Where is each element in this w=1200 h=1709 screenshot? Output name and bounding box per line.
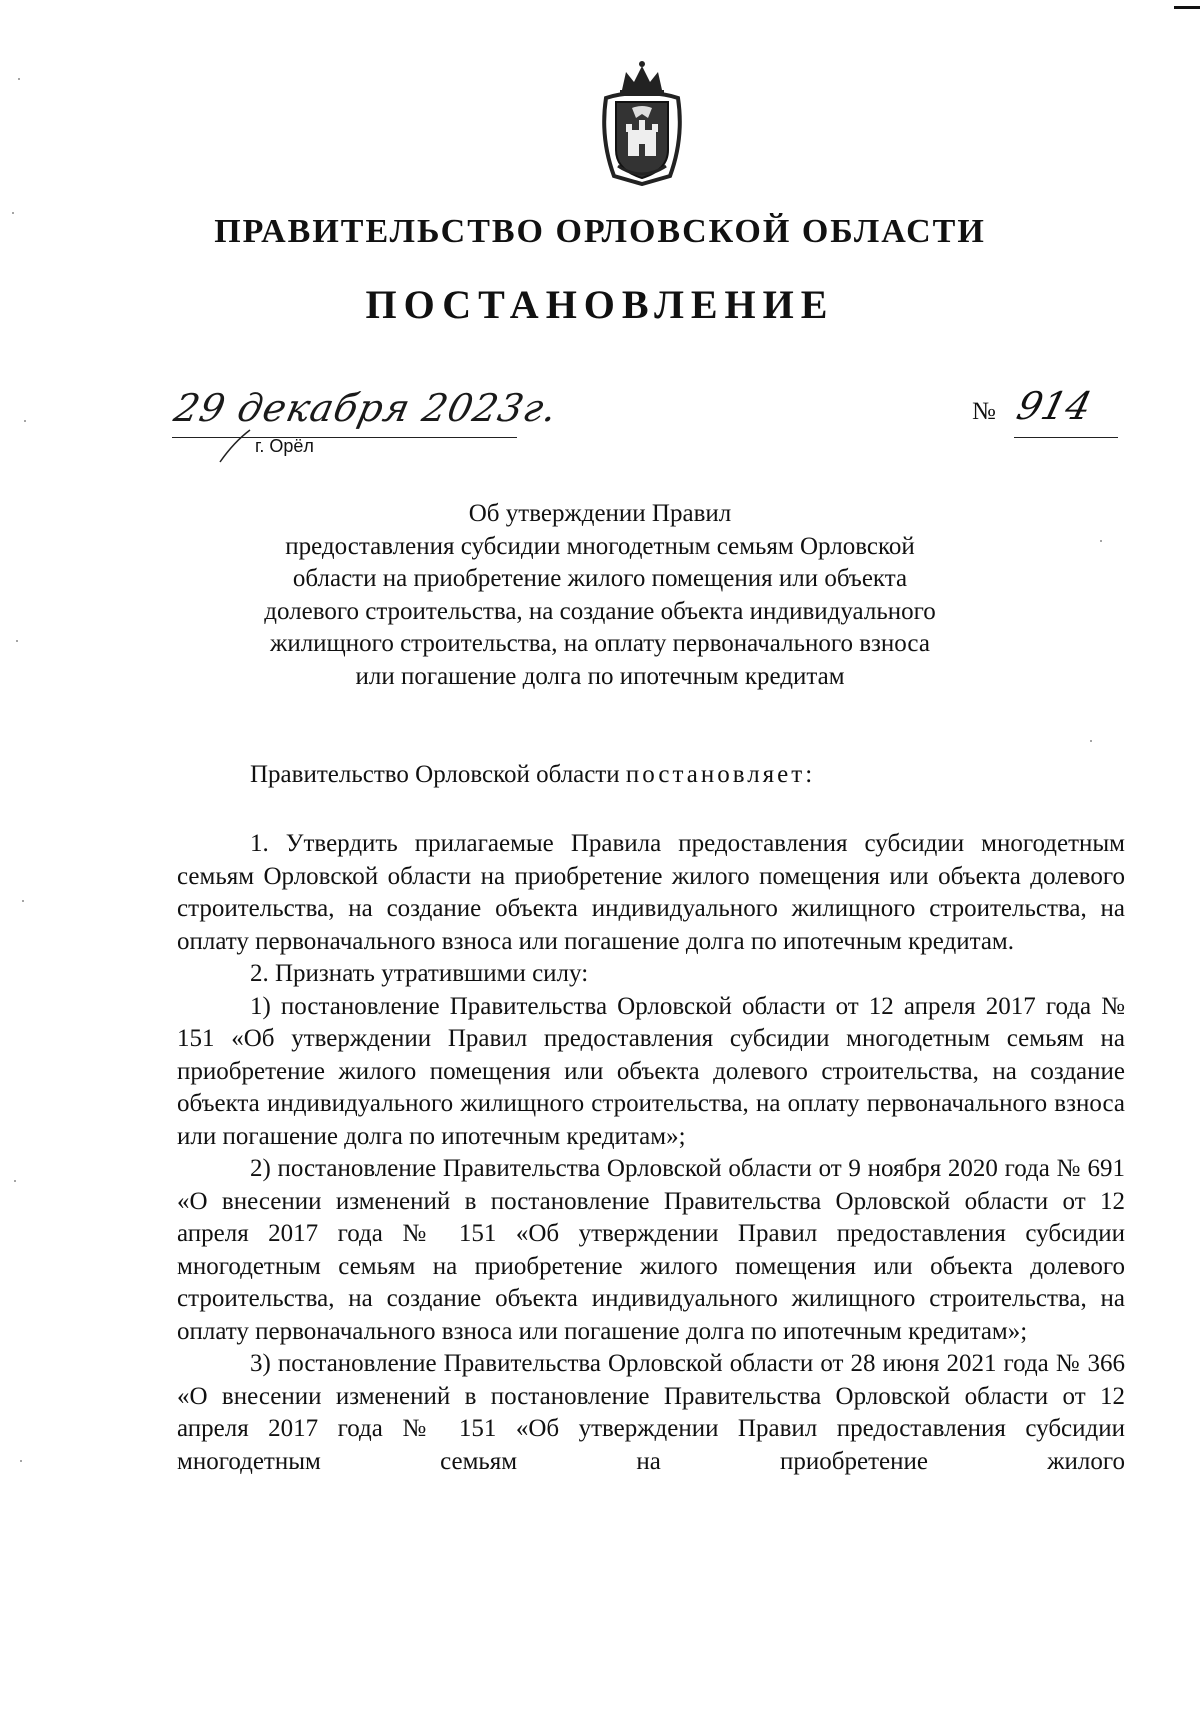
paragraph-subitem-3: 3) постановление Правительства Орловской области от 28 июня 2021 года № 366 «О внесении изменений в постановление Правительства Орловской области от 12 апреля 2017 года № 151 «Об утверждении Правил предоставления субсидии многодетным семьям на приобретение жилого (177, 1350, 1125, 1475)
subject-line: Об утверждении Правил (468, 500, 732, 527)
decree-line (250, 761, 812, 789)
scan-speck (12, 212, 14, 214)
decree-tail: : (805, 761, 813, 788)
subject-line: или погашение долга по ипотечным кредитам (355, 662, 845, 690)
handwritten-date: 29 декабря 2023г. (170, 386, 562, 430)
paragraph-subitem-2: 2) постановление Правительства Орловской области от 9 ноября 2020 года № 691 «О внесении изменений в постановление Правительства Орловской области от 12 апреля 2017 года № 151 «Об утверждении Правил предоставления субсидии многодетным семьям на приобретение жилого помещения или объекта долевого строительства, на создание объекта индивидуального жилищного строительства, на оплату первоначального взноса или погашение долга по ипотечным кредитам»; (177, 1155, 1125, 1345)
number-label: № (972, 398, 996, 425)
decree-lead: Правительство Орловской области (250, 761, 626, 788)
number-underline (1014, 437, 1118, 438)
subject-line: предоставления субсидии многодетным семьям Орловской (285, 532, 915, 560)
subject-line: долевого строительства, на создание объекта индивидуального (264, 597, 936, 625)
scan-edge-mark (1174, 6, 1200, 9)
city-label: г. Орёл (255, 436, 314, 456)
scan-speck (20, 1460, 22, 1462)
paragraph-subitem-1: 1) постановление Правительства Орловской области от 12 апреля 2017 года № 151 «Об утверждении Правил предоставления субсидии многодетным семьям на приобретение жилого помещения или объекта долевого строительства, на создание объекта индивидуального жилищного строительства, на оплату первоначального взноса или погашение долга по ипотечным кредитам»; (177, 992, 1125, 1150)
scan-speck (1100, 540, 1102, 542)
handwritten-number: 914 (1012, 384, 1097, 428)
scan-speck (18, 78, 20, 80)
document-subject (240, 498, 960, 693)
paragraph-item-1: 1. Утвердить прилагаемые Правила предоставления субсидии многодетным семьям Орловской области на приобретение жилого помещения или объекта долевого строительства, на создание объекта индивидуального жилищного строительства, на оплату первоначального взноса или погашение долга по ипотечным кредитам. (177, 830, 1125, 955)
subject-line: жилищного строительства, на оплату первоначального взноса (270, 630, 930, 657)
coat-of-arms-emblem (596, 58, 688, 186)
scan-speck (14, 1180, 16, 1182)
document-type-title: ПОСТАНОВЛЕНИЕ (365, 282, 835, 327)
scan-speck (1090, 740, 1092, 742)
government-title: ПРАВИТЕЛЬСТВО ОРЛОВСКОЙ ОБЛАСТИ (214, 213, 986, 250)
document-body (177, 828, 1125, 1478)
decree-verb: постановляет (625, 761, 806, 788)
subject-line: области на приобретение жилого помещения или объекта (292, 565, 908, 592)
scan-speck (22, 900, 24, 902)
scan-speck (24, 420, 26, 422)
handwritten-stroke (214, 428, 254, 464)
scan-speck (16, 640, 18, 642)
paragraph-item-2: 2. Признать утратившими силу: (250, 960, 589, 987)
